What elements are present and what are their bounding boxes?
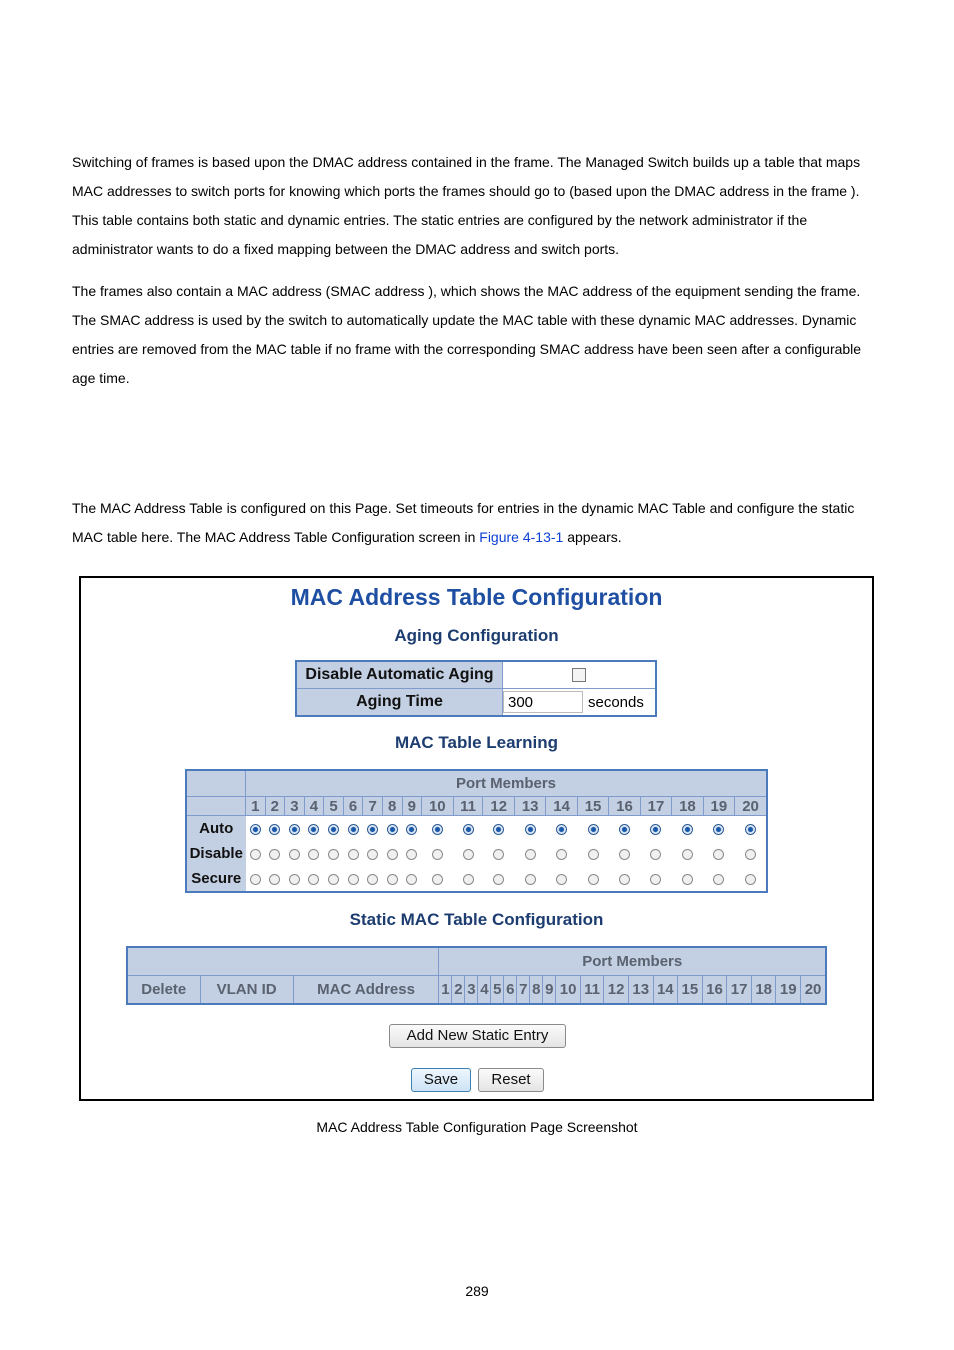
- learning-mode-radio[interactable]: [619, 824, 630, 835]
- static-port-header: 2: [452, 976, 465, 1005]
- learning-port-header: 8: [382, 797, 402, 816]
- learning-mode-radio[interactable]: [387, 849, 398, 860]
- learning-mode-row: [186, 866, 767, 892]
- learning-mode-radio[interactable]: [713, 824, 724, 835]
- learning-mode-radio[interactable]: [682, 849, 693, 860]
- learning-mode-radio[interactable]: [348, 824, 359, 835]
- learning-port-header: 6: [343, 797, 363, 816]
- learning-mode-radio[interactable]: [406, 874, 417, 885]
- learning-port-header: 16: [609, 797, 640, 816]
- mac-table-config-screenshot: [79, 576, 874, 1101]
- static-port-header: 18: [751, 976, 776, 1005]
- static-blank-header: [127, 947, 439, 976]
- learning-mode-radio[interactable]: [745, 849, 756, 860]
- static-port-header: 10: [556, 976, 581, 1005]
- learning-mode-radio[interactable]: [556, 874, 567, 885]
- static-mac-header: MAC Address: [293, 976, 439, 1005]
- learning-mode-radio[interactable]: [367, 824, 378, 835]
- learning-mode-radio[interactable]: [308, 824, 319, 835]
- learning-mode-radio[interactable]: [367, 874, 378, 885]
- learning-mode-radio[interactable]: [250, 874, 261, 885]
- aging-time-unit: seconds: [588, 693, 644, 711]
- learning-mode-radio[interactable]: [650, 874, 661, 885]
- learning-mode-radio[interactable]: [682, 824, 693, 835]
- static-port-header: 11: [580, 976, 603, 1005]
- paragraph-intro: [72, 494, 887, 552]
- reset-button[interactable]: Reset: [478, 1068, 544, 1092]
- learning-port-header: 5: [324, 797, 344, 816]
- learning-mode-radio[interactable]: [619, 874, 630, 885]
- learning-port-header: 1: [246, 797, 266, 816]
- learning-mode-radio[interactable]: [493, 849, 504, 860]
- static-port-header: 13: [628, 976, 653, 1005]
- learning-mode-radio[interactable]: [269, 824, 280, 835]
- learning-mode-row: [186, 816, 767, 842]
- save-button[interactable]: Save: [411, 1068, 471, 1092]
- learning-mode-radio[interactable]: [387, 874, 398, 885]
- learning-mode-radio[interactable]: [525, 874, 536, 885]
- learning-mode-label: Auto: [186, 816, 246, 842]
- learning-mode-row: [186, 841, 767, 866]
- aging-time-label: Aging Time: [296, 689, 503, 717]
- learning-mode-radio[interactable]: [250, 849, 261, 860]
- add-static-entry-button[interactable]: Add New Static Entry: [389, 1024, 566, 1048]
- learning-mode-radio[interactable]: [525, 824, 536, 835]
- static-port-header: 19: [776, 976, 801, 1005]
- learning-mode-radio[interactable]: [682, 874, 693, 885]
- static-port-header: 9: [543, 976, 556, 1005]
- learning-heading: MAC Table Learning: [394, 733, 559, 752]
- learning-corner-cell: [186, 770, 246, 797]
- intro-text-before: The MAC Address Table is configured on this Page. Set timeouts for entries in the dynamic MAC Table and configure the static MAC table here. The MAC Address Table Configuration screen in: [72, 500, 855, 545]
- static-port-header: 14: [653, 976, 678, 1005]
- learning-port-header: 13: [514, 797, 545, 816]
- intro-text-after: appears.: [563, 529, 622, 545]
- learning-mode-radio[interactable]: [493, 824, 504, 835]
- learning-port-members-header: Port Members: [246, 770, 768, 797]
- learning-mode-radio[interactable]: [650, 824, 661, 835]
- static-port-header: 5: [491, 976, 504, 1005]
- learning-mode-radio[interactable]: [588, 874, 599, 885]
- static-table: [126, 946, 827, 1005]
- learning-mode-radio[interactable]: [328, 824, 339, 835]
- aging-config-table: [295, 660, 657, 717]
- learning-port-header: 7: [363, 797, 383, 816]
- learning-mode-radio[interactable]: [588, 824, 599, 835]
- static-port-header: 4: [478, 976, 491, 1005]
- learning-mode-radio[interactable]: [745, 824, 756, 835]
- aging-time-input[interactable]: 300: [503, 691, 583, 713]
- learning-mode-radio[interactable]: [463, 849, 474, 860]
- learning-port-header: 12: [483, 797, 514, 816]
- learning-mode-radio[interactable]: [432, 849, 443, 860]
- page-number: 289: [465, 1283, 489, 1299]
- static-port-header: 8: [530, 976, 543, 1005]
- learning-mode-radio[interactable]: [387, 824, 398, 835]
- learning-port-header: 11: [453, 797, 483, 816]
- figure-caption: MAC Address Table Configuration Page Screenshot: [316, 1119, 638, 1135]
- static-port-header: 12: [604, 976, 629, 1005]
- learning-mode-radio[interactable]: [289, 849, 300, 860]
- learning-mode-radio[interactable]: [556, 824, 567, 835]
- paragraph-smac: The frames also contain a MAC address (SMAC address ), which shows the MAC address of the equipment sending the frame. The SMAC address is used by the switch to automatically update the MAC table with these dynamic MAC addresses. Dynamic entries are removed from the MAC table if no frame with the corresponding SMAC address have been seen after a configurable age time.: [72, 283, 862, 386]
- learning-mode-radio[interactable]: [328, 849, 339, 860]
- learning-mode-radio[interactable]: [463, 874, 474, 885]
- learning-mode-radio[interactable]: [367, 849, 378, 860]
- learning-port-header: 14: [546, 797, 577, 816]
- static-delete-header: Delete: [127, 976, 200, 1005]
- learning-mode-radio[interactable]: [348, 874, 359, 885]
- static-port-members-header: Port Members: [439, 947, 826, 976]
- aging-heading: Aging Configuration: [394, 626, 559, 645]
- static-port-header: 20: [801, 976, 826, 1005]
- learning-corner-cell: [186, 797, 246, 816]
- learning-mode-radio[interactable]: [406, 849, 417, 860]
- learning-mode-radio[interactable]: [328, 874, 339, 885]
- static-port-header: 6: [504, 976, 517, 1005]
- learning-mode-radio[interactable]: [348, 849, 359, 860]
- learning-mode-label: Disable: [186, 841, 246, 866]
- learning-mode-radio[interactable]: [432, 824, 443, 835]
- learning-mode-label: Secure: [186, 866, 246, 892]
- learning-mode-radio[interactable]: [250, 824, 261, 835]
- static-port-header: 16: [702, 976, 727, 1005]
- learning-mode-radio[interactable]: [289, 824, 300, 835]
- learning-mode-radio[interactable]: [525, 849, 536, 860]
- learning-mode-radio[interactable]: [556, 849, 567, 860]
- learning-port-header: 19: [703, 797, 734, 816]
- learning-mode-radio[interactable]: [406, 824, 417, 835]
- learning-mode-radio[interactable]: [745, 874, 756, 885]
- learning-port-header: 18: [672, 797, 703, 816]
- paragraph-dmac: Switching of frames is based upon the DMAC address contained in the frame. The Managed Switch builds up a table that maps MAC addresses to switch ports for knowing which ports the frames should go to (based upon the DMAC address in the frame ). This table contains both static and dynamic entries. The static entries are configured by the network administrator if the administrator wants to do a fixed mapping between the DMAC address and switch ports.: [72, 154, 861, 257]
- static-port-header: 15: [678, 976, 703, 1005]
- learning-mode-radio[interactable]: [493, 874, 504, 885]
- static-port-header: 3: [465, 976, 478, 1005]
- learning-port-header: 17: [640, 797, 671, 816]
- learning-port-header: 15: [577, 797, 608, 816]
- learning-port-header: 20: [735, 797, 767, 816]
- learning-mode-radio[interactable]: [289, 874, 300, 885]
- learning-mode-radio[interactable]: [650, 849, 661, 860]
- learning-mode-radio[interactable]: [269, 874, 280, 885]
- learning-mode-radio[interactable]: [308, 849, 319, 860]
- static-heading: Static MAC Table Configuration: [349, 910, 604, 929]
- learning-mode-radio[interactable]: [432, 874, 443, 885]
- learning-port-header: 9: [402, 797, 422, 816]
- figure-link[interactable]: Figure 4-13-1: [479, 529, 564, 545]
- learning-mode-radio[interactable]: [269, 849, 280, 860]
- disable-aging-checkbox[interactable]: [572, 668, 586, 682]
- static-vlan-header: VLAN ID: [200, 976, 293, 1005]
- page-title: MAC Address Table Configuration: [290, 584, 663, 610]
- disable-aging-label: Disable Automatic Aging: [296, 661, 503, 689]
- static-port-header: 1: [439, 976, 452, 1005]
- learning-mode-radio[interactable]: [463, 824, 474, 835]
- static-port-header: 7: [517, 976, 530, 1005]
- learning-table: [185, 769, 768, 893]
- learning-port-header: 10: [422, 797, 453, 816]
- learning-mode-radio[interactable]: [713, 874, 724, 885]
- learning-mode-radio[interactable]: [588, 849, 599, 860]
- learning-port-header: 3: [285, 797, 305, 816]
- learning-mode-radio[interactable]: [308, 874, 319, 885]
- static-port-header: 17: [727, 976, 752, 1005]
- learning-port-header: 2: [265, 797, 285, 816]
- learning-mode-radio[interactable]: [713, 849, 724, 860]
- learning-port-header: 4: [304, 797, 324, 816]
- learning-mode-radio[interactable]: [619, 849, 630, 860]
